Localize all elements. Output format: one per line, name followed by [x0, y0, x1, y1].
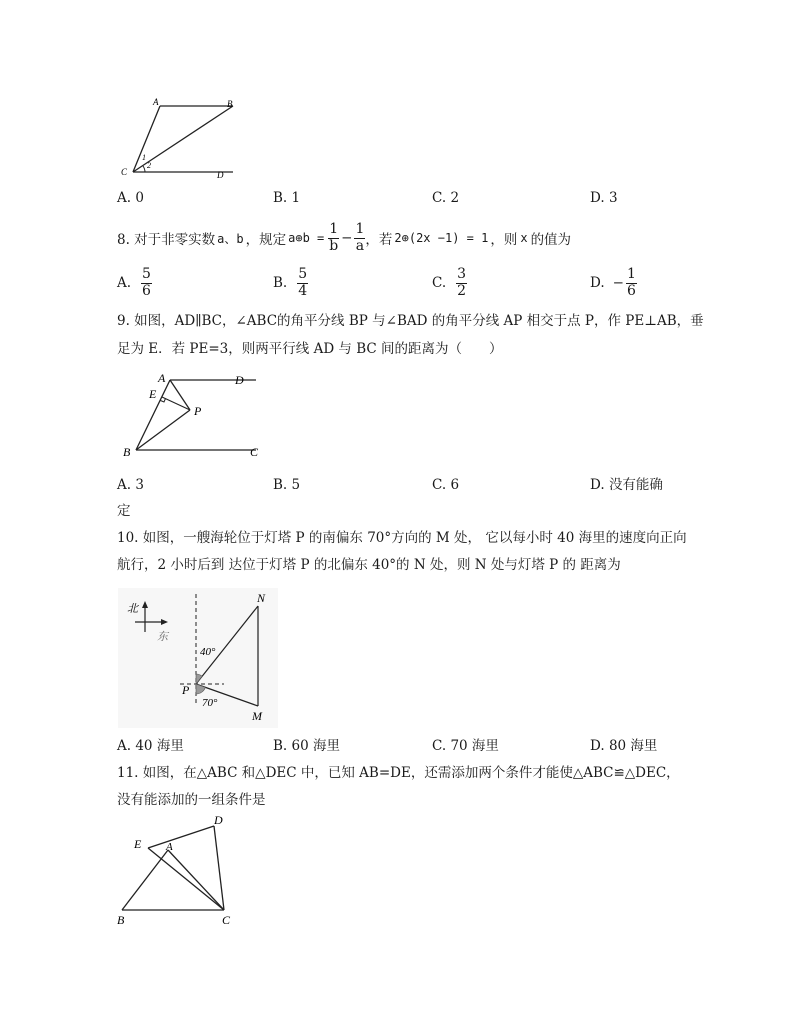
- q7-label-c: C: [121, 167, 128, 177]
- q10-question-line1: 10. 如图，一艘海轮位于灯塔 P 的南偏东 70°方向的 M 处， 它以每小时 40 海里的速度向正向: [117, 530, 687, 546]
- q11-question-line1: 11. 如图，在△ABC 和△DEC 中，已知 AB=DE，还需添加两个条件才能使△ABC≌△DEC，: [117, 765, 680, 781]
- q8-fraction-1-over-a: $\frac{1}{a}$: [355, 221, 365, 254]
- q7-label-d: D: [217, 170, 224, 180]
- q9-option-d[interactable]: D. 没有能确: [590, 477, 663, 493]
- q9-label-b: B: [123, 445, 131, 459]
- q10-label-north: 北: [127, 603, 138, 615]
- q9-label-p: P: [194, 404, 202, 418]
- q7-label-b: B: [227, 99, 233, 109]
- q10-option-b[interactable]: B. 60 海里: [273, 738, 340, 754]
- q7-figure: [115, 96, 240, 182]
- q9-option-d-wrap: 定: [117, 503, 131, 519]
- q10-label-n: N: [257, 591, 266, 605]
- q7-angle-1: 1: [142, 153, 146, 162]
- q7-angle-arc: [143, 166, 145, 172]
- q7-angle-2: 2: [147, 161, 151, 170]
- q9-question-line2: 足为 E．若 PE=3，则两平行线 AD 与 BC 间的距离为（ ）: [117, 341, 503, 357]
- q11-line-ac: [168, 850, 224, 910]
- q7-label-a: A: [153, 97, 159, 107]
- q7-option-b[interactable]: B. 1: [273, 190, 301, 206]
- q9-option-c[interactable]: C. 6: [432, 477, 460, 493]
- q9-label-c: C: [250, 445, 259, 459]
- q11-line-dc: [214, 826, 224, 910]
- q11-figure: [112, 810, 242, 928]
- q10-label-east: 东: [157, 631, 168, 643]
- q11-line-ec: [148, 848, 224, 910]
- q10-label-70: 70°: [202, 697, 218, 709]
- q10-option-d[interactable]: D. 80 海里: [590, 738, 658, 754]
- q7-option-d[interactable]: D. 3: [590, 190, 618, 206]
- q11-line-ed: [148, 826, 214, 848]
- q10-option-c[interactable]: C. 70 海里: [432, 738, 499, 754]
- q8-option-a[interactable]: A. $\frac{5}{6}$: [117, 266, 151, 299]
- q9-question-line1: 9. 如图，AD∥BC，∠ABC的角平分线 BP 与∠BAD 的角平分线 AP 相交于点 P，作 PE⊥AB，垂: [117, 313, 704, 329]
- q7-option-a[interactable]: A. 0: [117, 190, 144, 206]
- q8-option-b[interactable]: B. $\frac{5}{4}$: [273, 266, 308, 299]
- q10-figure-bg: [118, 588, 278, 728]
- q9-option-a[interactable]: A. 3: [117, 477, 144, 493]
- q11-question-line2: 没有能添加的一组条件是: [117, 792, 266, 808]
- q9-label-a: A: [158, 371, 166, 385]
- q9-line-bp: [136, 410, 190, 450]
- q10-label-p: P: [182, 683, 190, 697]
- q10-figure: [118, 588, 278, 728]
- q11-label-c: C: [222, 913, 231, 927]
- q10-label-40: 40°: [200, 646, 216, 658]
- q9-option-b[interactable]: B. 5: [273, 477, 301, 493]
- q10-option-a[interactable]: A. 40 海里: [117, 738, 184, 754]
- q11-label-b: B: [117, 913, 125, 927]
- q8-option-d[interactable]: D. − $\frac{1}{6}$: [590, 266, 636, 299]
- q11-label-a: A: [166, 841, 173, 853]
- q10-question-line2: 航行，2 小时后到 达位于灯塔 P 的北偏东 40°的 N 处，则 N 处与灯塔 P 的 距离为: [117, 557, 621, 573]
- q8-option-c[interactable]: C. $\frac{3}{2}$: [432, 266, 467, 299]
- q11-label-e: E: [134, 837, 142, 851]
- q9-figure: [118, 370, 268, 462]
- q7-option-c[interactable]: C. 2: [432, 190, 460, 206]
- q9-label-e: E: [149, 387, 157, 401]
- q9-label-d: D: [235, 373, 244, 387]
- q8-fraction-1-over-b: $\frac{1}{b}$: [329, 221, 339, 254]
- q8-question: 8. 对于非零实数 a、b ，规定 a⊕b = $\frac{1}{b}$ − $\frac{1}{a}$ ，若 2⊕(2x −1) = 1 ，则 x 的值为: [117, 221, 572, 254]
- q11-label-d: D: [214, 813, 223, 827]
- q10-label-m: M: [252, 709, 262, 723]
